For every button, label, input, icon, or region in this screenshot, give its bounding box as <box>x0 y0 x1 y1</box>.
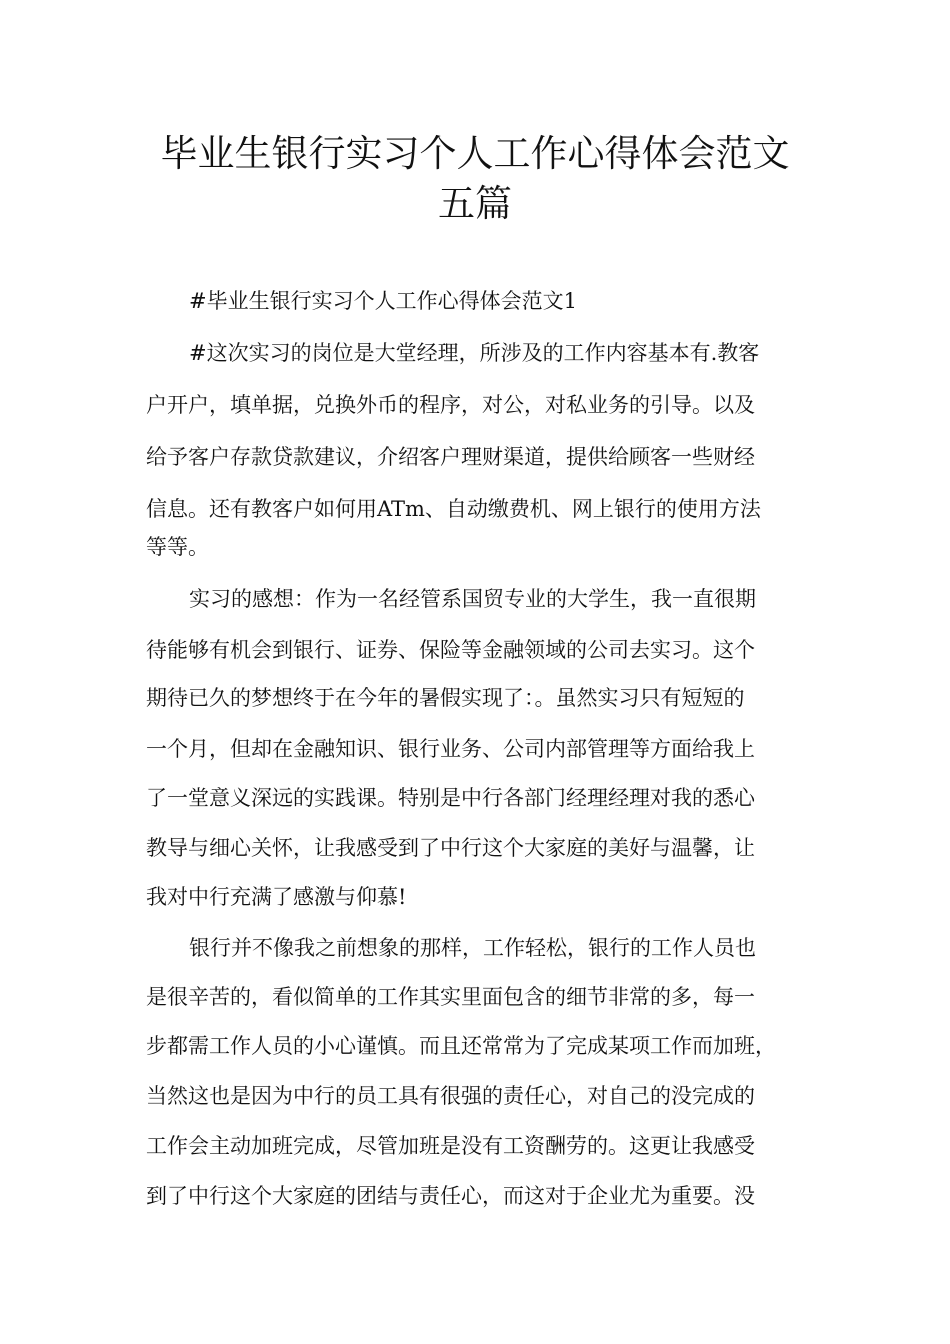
paragraph-line: 银行并不像我之前想象的那样，工作轻松，银行的工作人员也 <box>189 936 756 960</box>
paragraph-line: 给予客户存款贷款建议，介绍客户理财渠道，提供给顾客一些财经 <box>146 445 755 469</box>
paragraph-line: 信息。还有教客户如何用ATm、自动缴费机、网上银行的使用方法 <box>146 497 761 521</box>
paragraph-line: 步都需工作人员的小心谨慎。而且还常常为了完成某项工作而加班， <box>146 1034 776 1058</box>
paragraph-line: 待能够有机会到银行、证券、保险等金融领域的公司去实习。这个 <box>146 638 755 662</box>
paragraph-line: 等等。 <box>146 535 209 559</box>
paragraph-line: 当然这也是因为中行的员工具有很强的责任心，对自己的没完成的 <box>146 1084 755 1108</box>
section-heading: #毕业生银行实习个人工作心得体会范文1 <box>189 289 577 313</box>
paragraph-line: 教导与细心关怀，让我感受到了中行这个大家庭的美好与温馨，让 <box>146 836 755 860</box>
paragraph-line: 实习的感想：作为一名经管系国贸专业的大学生，我一直很期 <box>189 587 756 611</box>
document-title-line-2: 五篇 <box>438 182 512 225</box>
paragraph-line: 一个月，但却在金融知识、银行业务、公司内部管理等方面给我上 <box>146 737 755 761</box>
paragraph-line: 工作会主动加班完成，尽管加班是没有工资酬劳的。这更让我感受 <box>146 1134 755 1158</box>
paragraph-line: 期待已久的梦想终于在今年的暑假实现了：。虽然实习只有短短的 <box>146 686 745 710</box>
paragraph-line: 户开户，填单据，兑换外币的程序，对公，对私业务的引导。以及 <box>146 393 755 417</box>
paragraph-line: 到了中行这个大家庭的团结与责任心，而这对于企业尤为重要。没 <box>146 1184 755 1208</box>
paragraph-line: #这次实习的岗位是大堂经理，所涉及的工作内容基本有.教客 <box>189 341 760 365</box>
paragraph-line: 了一堂意义深远的实践课。特别是中行各部门经理经理对我的悉心 <box>146 786 755 810</box>
paragraph-line: 我对中行充满了感激与仰慕! <box>146 885 407 909</box>
document-title-line-1: 毕业生银行实习个人工作心得体会范文 <box>160 132 790 175</box>
paragraph-line: 是很辛苦的，看似简单的工作其实里面包含的细节非常的多，每一 <box>146 985 755 1009</box>
